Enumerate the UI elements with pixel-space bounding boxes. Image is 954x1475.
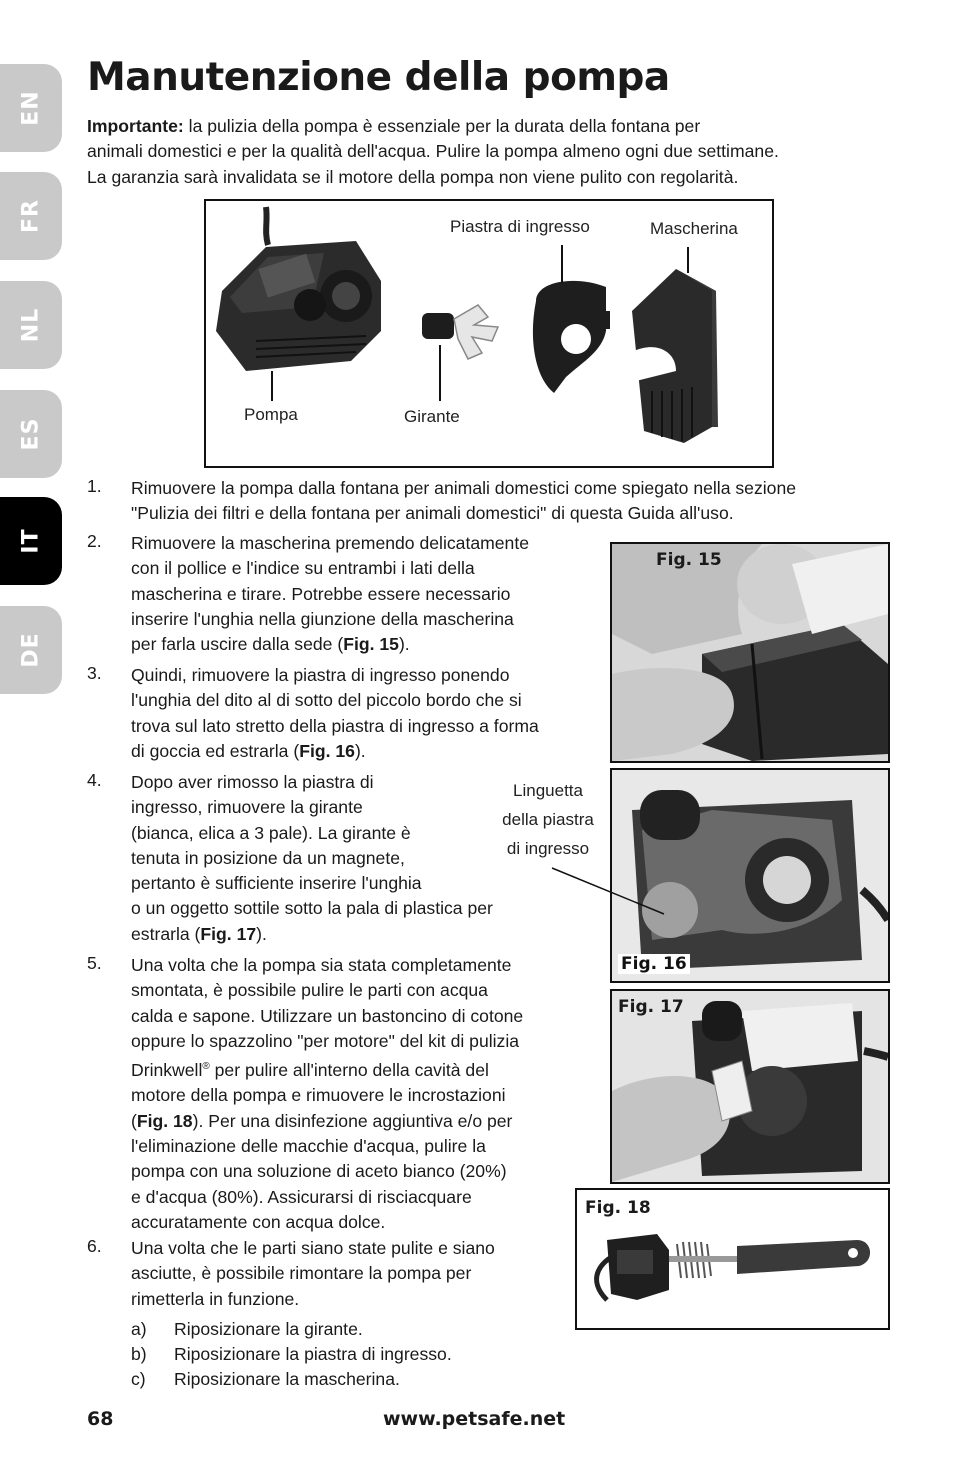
step-5-line: ( xyxy=(131,1110,137,1131)
substep-a-text: Riposizionare la girante. xyxy=(174,1319,363,1339)
fig-18-label: Fig. 18 xyxy=(585,1198,651,1218)
substep-b-letter: b) xyxy=(131,1344,147,1364)
tab-it-label: IT xyxy=(18,528,44,554)
tab-en[interactable] xyxy=(0,64,62,152)
substep-c xyxy=(131,1367,146,1392)
step-4-line: ingresso, rimuovere la girante xyxy=(131,797,363,818)
step-5-line: oppure lo spazzolino "per motore" del kit di pulizia xyxy=(131,1030,520,1051)
step-2-number: 2. xyxy=(87,531,102,551)
intro-bold: Importante: xyxy=(87,116,184,136)
inlet-plate-shape xyxy=(533,281,610,393)
parts-diagram xyxy=(204,199,774,468)
tab-es-label: ES xyxy=(18,417,44,451)
step-6-line: rimetterla in funzione. xyxy=(131,1288,300,1309)
page-title: Manutenzione della pompa xyxy=(87,55,670,100)
step-4-number: 4. xyxy=(87,770,102,790)
label-mascherina: Mascherina xyxy=(650,219,738,238)
step-4-line: o un oggetto sottile sotto la pala di plastica per xyxy=(131,898,493,919)
tab-fr[interactable] xyxy=(0,172,62,260)
substep-b-text: Riposizionare la piastra di ingresso. xyxy=(174,1344,452,1364)
step-1-text xyxy=(131,476,901,527)
step-5-line: Una volta che la pompa sia stata completamente xyxy=(131,955,512,975)
fig-18-ref: Fig. 18 xyxy=(136,1110,193,1131)
step-3-line-end: ). xyxy=(354,740,366,761)
step-5-line: per pulire all'interno della cavità del xyxy=(209,1060,489,1081)
step-3-line: di goccia ed estrarla ( xyxy=(131,740,300,761)
intro-paragraph xyxy=(87,114,897,190)
tab-it[interactable] xyxy=(0,497,62,585)
step-5-line: motore della pompa e rimuovere le incrostazioni xyxy=(131,1085,506,1106)
step-4-text xyxy=(131,770,493,947)
step-5-number: 5. xyxy=(87,953,102,973)
step-1-line: "Pulizia dei filtri e della fontana per animali domestici" di questa Guida all'uso. xyxy=(131,503,734,524)
step-3-number: 3. xyxy=(87,663,102,683)
pump-shape xyxy=(216,241,381,371)
label-pompa: Pompa xyxy=(244,405,298,424)
step-6-line: asciutte, è possibile rimontare la pompa per xyxy=(131,1263,472,1284)
step-2-line: inserire l'unghia nella giunzione della mascherina xyxy=(131,608,514,629)
tab-en-label: EN xyxy=(18,90,44,126)
substep-c-letter: c) xyxy=(131,1369,146,1389)
fig-15-label: Fig. 15 xyxy=(656,550,722,570)
step-4-line: (bianca, elica a 3 pale). La girante è xyxy=(131,822,411,843)
step-6-text xyxy=(131,1236,495,1312)
impeller-shape xyxy=(422,305,498,359)
step-6-line: Una volta che le parti siano state pulite e siano xyxy=(131,1238,495,1258)
substep-c-text: Riposizionare la mascherina. xyxy=(174,1369,400,1389)
step-5-line: calda e sapone. Utilizzare un bastoncino di cotone xyxy=(131,1005,524,1026)
intro-line1: la pulizia della pompa è essenziale per la durata della fontana per xyxy=(183,116,701,136)
tab-fr-label: FR xyxy=(18,199,44,233)
step-5-text xyxy=(131,953,523,1235)
step-3-line: Quindi, rimuovere la piastra di ingresso ponendo xyxy=(131,665,510,685)
step-2-line: per farla uscire dalla sede ( xyxy=(131,634,344,655)
tab-es[interactable] xyxy=(0,390,62,478)
step-2-line: Rimuovere la mascherina premendo delicatamente xyxy=(131,533,530,553)
tab-de[interactable] xyxy=(0,606,62,694)
website-link[interactable]: www.petsafe.net xyxy=(383,1408,566,1430)
figure-15 xyxy=(610,542,890,763)
step-3-text xyxy=(131,663,539,764)
step-4-line: estrarla ( xyxy=(131,923,201,944)
fig-16-label: Fig. 16 xyxy=(618,954,690,974)
linguetta-line: Linguetta xyxy=(513,781,583,800)
tab-de-label: DE xyxy=(18,632,44,668)
figure-17 xyxy=(610,989,890,1184)
step-5-line: accuratamente con acqua dolce. xyxy=(131,1211,386,1232)
linguetta-pointer xyxy=(550,864,670,924)
step-2-line: mascherina e tirare. Potrebbe essere necessario xyxy=(131,583,511,604)
linguetta-caption xyxy=(490,776,606,863)
step-5-line: l'eliminazione delle macchie d'acqua, pulire la xyxy=(131,1135,486,1156)
parts-illustration xyxy=(206,201,772,466)
fig-17-label: Fig. 17 xyxy=(618,997,684,1017)
fig-17-ref: Fig. 17 xyxy=(200,923,257,944)
tab-nl-label: NL xyxy=(18,307,44,343)
step-5-line: pompa con una soluzione di aceto bianco (20%) xyxy=(131,1161,507,1182)
step-5-line: smontata, è possibile pulire le parti con acqua xyxy=(131,980,488,1001)
substep-a xyxy=(131,1317,147,1342)
step-2-line: con il pollice e l'indice su entrambi i lati della xyxy=(131,558,475,579)
step-2-text xyxy=(131,531,529,657)
label-girante: Girante xyxy=(404,407,460,426)
step-4-line: pertanto è sufficiente inserire l'unghia xyxy=(131,873,422,894)
registered-mark: ® xyxy=(202,1061,210,1073)
tab-nl[interactable] xyxy=(0,281,62,369)
step-5-line: e d'acqua (80%). Assicurarsi di risciacquare xyxy=(131,1186,472,1207)
figure-18 xyxy=(575,1188,890,1330)
step-3-line: l'unghia del dito al di sotto del piccolo bordo che si xyxy=(131,690,522,711)
step-4-line: Dopo aver rimosso la piastra di xyxy=(131,772,374,792)
intro-line2: animali domestici e per la qualità dell'acqua. Pulire la pompa almeno ogni due settimane. xyxy=(87,141,779,162)
page-number: 68 xyxy=(87,1408,114,1430)
fig-16-ref: Fig. 16 xyxy=(299,740,355,761)
label-piastra: Piastra di ingresso xyxy=(450,217,590,236)
substep-b xyxy=(131,1342,147,1367)
step-5-line: Drinkwell xyxy=(131,1060,203,1081)
figure-17-photo xyxy=(612,991,888,1182)
step-4-line: tenuta in posizione da un magnete, xyxy=(131,847,405,868)
fig-15-ref: Fig. 15 xyxy=(343,634,399,655)
step-1-number: 1. xyxy=(87,476,102,496)
step-5-line: ). Per una disinfezione aggiuntiva e/o per xyxy=(192,1110,513,1131)
step-2-line-end: ). xyxy=(398,634,410,655)
step-3-line: trova sul lato stretto della piastra di ingresso a forma xyxy=(131,715,539,736)
linguetta-line: di ingresso xyxy=(506,839,590,858)
step-1-line: Rimuovere la pompa dalla fontana per animali domestici come spiegato nella sezione xyxy=(131,478,797,498)
cover-shape xyxy=(632,269,718,443)
step-6-number: 6. xyxy=(87,1236,102,1256)
intro-line3: La garanzia sarà invalidata se il motore della pompa non viene pulito con regolarità. xyxy=(87,166,739,187)
figure-15-photo xyxy=(612,544,888,761)
linguetta-line: della piastra xyxy=(502,810,594,829)
step-4-line-end: ). xyxy=(256,923,267,944)
substep-a-letter: a) xyxy=(131,1319,147,1339)
